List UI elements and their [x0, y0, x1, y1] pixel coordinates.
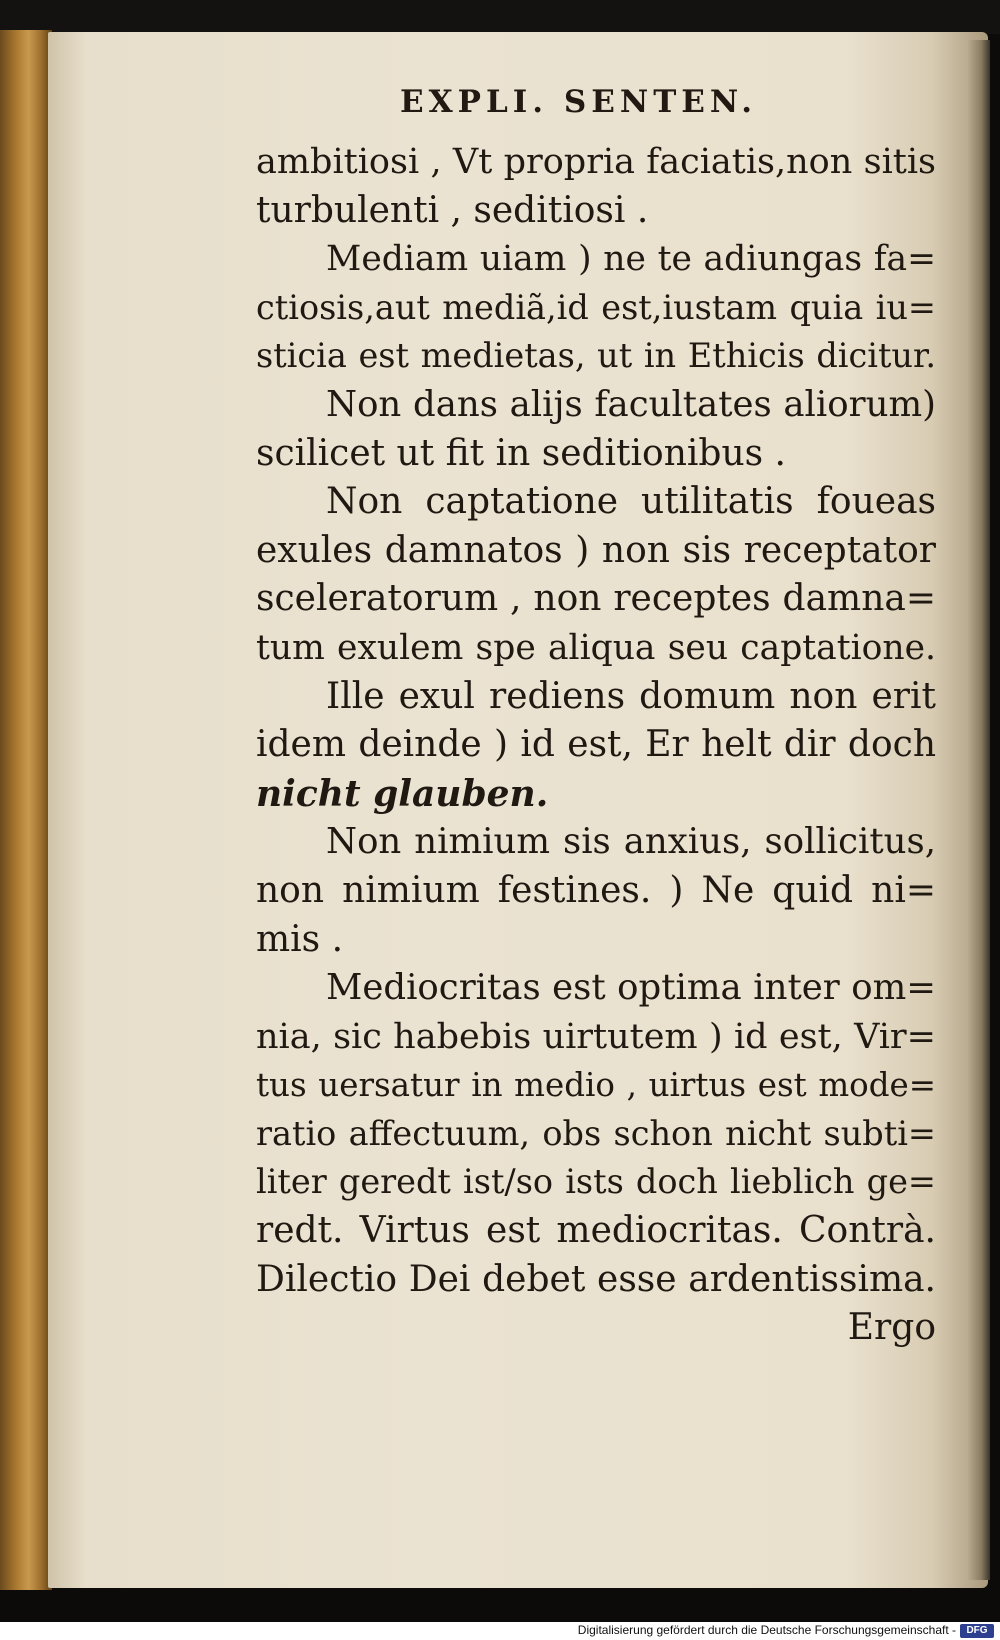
text-line: idem deinde ) id est, Er helt dir doch — [256, 724, 936, 766]
text-line: redt. Virtus est mediocritas. Contrà. — [256, 1210, 936, 1252]
text-line: Mediocritas est optima inter om= — [326, 967, 936, 1009]
running-head: EXPLI. SENTEN. — [400, 84, 758, 120]
text-line: scilicet ut fit in seditionibus . — [256, 432, 786, 474]
digitization-credit: Digitalisierung gefördert durch die Deutsche Forschungsgemeinschaft - — [577, 1623, 956, 1637]
text-line: tum exulem spe aliqua seu captatione. — [256, 627, 936, 668]
book-spine — [0, 30, 52, 1590]
text-line: ratio affectuum, obs schon nicht subti= — [256, 1113, 936, 1153]
catchword: Ergo — [847, 1307, 936, 1349]
dfg-logo: DFG — [960, 1624, 994, 1638]
text-line: mis . — [256, 918, 344, 960]
text-line: Dilectio Dei debet esse ardentissima. — [256, 1258, 936, 1300]
text-line: Non dans alijs facultates aliorum) — [326, 383, 936, 425]
page-text — [256, 138, 936, 1353]
text-line: Ille exul rediens domum non erit — [326, 675, 936, 717]
text-line: nia, sic habebis uirtutem ) id est, Vir= — [256, 1016, 936, 1057]
text-line: ambitiosi , Vt propria faciatis,non sitis — [256, 142, 936, 182]
text-line: nicht glauben. — [256, 772, 549, 815]
text-line: Mediam uiam ) ne te adiungas fa= — [326, 239, 936, 280]
scan-top-border — [0, 0, 1000, 34]
text-line: Non nimium sis anxius, sollicitus, — [326, 821, 936, 863]
text-line: sceleratorum , non receptes damna= — [256, 578, 936, 620]
text-line: non nimium festines. ) Ne quid ni= — [256, 869, 936, 911]
text-line: exules damnatos ) non sis receptator — [256, 529, 936, 571]
page-edge-shadow — [968, 40, 990, 1580]
text-line: tus uersatur in medio , uirtus est mode= — [256, 1066, 936, 1105]
text-line: sticia est medietas, ut in Ethicis dicitur. — [256, 336, 936, 376]
text-line: ctiosis,aut mediã,id est,iustam quia iu= — [256, 287, 936, 327]
text-line: liter geredt ist/so ists doch lieblich ge= — [256, 1162, 936, 1202]
text-line: Non captatione utilitatis foueas — [326, 481, 936, 523]
text-line: turbulenti , seditiosi . — [256, 189, 649, 231]
